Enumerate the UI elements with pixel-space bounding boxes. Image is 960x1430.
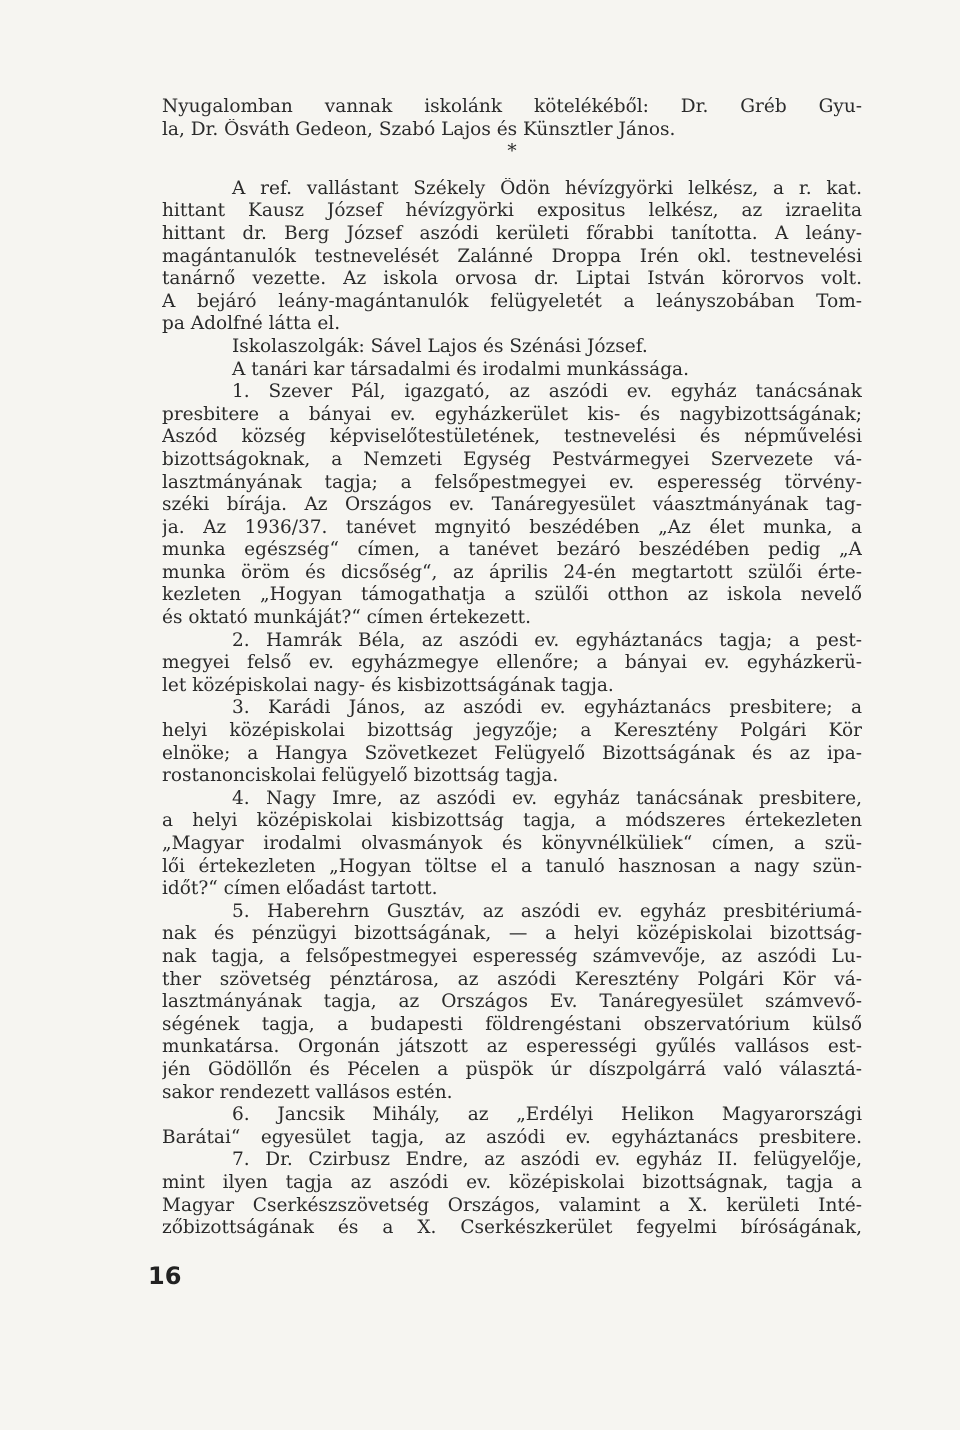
text-line: 5. Haberehrn Gusztáv, az aszódi ev. egyház presbitériumá- [232, 900, 862, 922]
text-line: időt?“ címen előadást tartott. [162, 878, 438, 900]
text-line: megyei felső ev. egyházmegye ellenőre; a bányai ev. egyházkerü- [162, 652, 862, 674]
text-line: ségének tagja, a budapesti földrengéstani obszervatórium külső [162, 1013, 862, 1035]
text-line: Nyugalomban vannak iskolánk kötelékéből: Dr. Gréb Gyu- [162, 96, 862, 117]
text-line: Aszód község képviselőtestületének, testnevelési és népművelési [162, 426, 862, 448]
text-line: a helyi középiskolai kisbizottság tagja, a módszeres értekezleten [162, 810, 862, 832]
text-line: elnöke; a Hangya Szövetkezet Felügyelő Bizottságának és az ipa- [162, 742, 862, 764]
text-line: 2. Hamrák Béla, az aszódi ev. egyháztanács tagja; a pest- [232, 629, 862, 651]
section-separator-asterisk: * [507, 141, 517, 163]
text-line: ther szövetség pénztárosa, az aszódi Keresztény Polgári Kör vá- [162, 968, 862, 990]
text-line: széki bírája. Az Országos ev. Tanáregyesület váasztmányának tag- [162, 494, 862, 516]
text-line: mint ilyen tagja az aszódi ev. középiskolai bizottságnak, tagja a [162, 1171, 862, 1193]
text-line: „Magyar irodalmi olvasmányok és könyvnélküliek“ címen, a szü- [162, 833, 862, 854]
text-line: zőbizottságának és a X. Cserkészkerület fegyelmi bíróságának, [162, 1217, 862, 1239]
text-line: hittant Kausz József hévízgyörki expositus lelkész, az izraelita [162, 200, 862, 222]
text-line: lasztmányának tagja; a felsőpestmegyei ev. esperesség törvény- [162, 471, 862, 493]
text-line: tanárnő vezette. Az iskola orvosa dr. Liptai István körorvos volt. [162, 268, 862, 290]
text-line: munkatársa. Orgonán játszott az esperességi gyűlés vallásos est- [162, 1036, 862, 1058]
text-line: lői értekezleten „Hogyan töltse el a tanuló hasznosan a nagy szün- [162, 855, 862, 877]
text-line: 3. Karádi János, az aszódi ev. egyháztanács presbitere; a [232, 697, 862, 719]
text-line: kezleten „Hogyan támogathatja a szülői otthon az iskola nevelő [162, 584, 862, 606]
text-line: A bejáró leány-magántanulók felügyeletét a leányszobában Tom- [162, 290, 862, 312]
body-text [162, 96, 862, 1240]
text-line: 4. Nagy Imre, az aszódi ev. egyház tanácsának presbitere, [232, 787, 862, 809]
text-line: 1. Szever Pál, igazgató, az aszódi ev. egyház tanácsának [232, 381, 862, 403]
text-line: helyi középiskolai bizottság jegyzője; a Keresztény Polgári Kör [162, 720, 862, 742]
page-number: 16 [148, 1262, 182, 1290]
text-line: 6. Jancsik Mihály, az „Erdélyi Helikon Magyarországi [232, 1104, 862, 1126]
text-line: nak tagja, a felsőpestmegyei esperesség számvevője, az aszódi Lu- [162, 945, 862, 967]
text-line: magántanulók testnevelését Zalánné Droppa Irén okl. testnevelési [162, 245, 862, 267]
text-line: és oktató munkáját?“ címen értekezett. [162, 607, 531, 629]
text-line: presbitere a bányai ev. egyházkerület kis- és nagybizottságának; [162, 403, 862, 425]
text-line: Iskolaszolgák: Sável Lajos és Szénási József. [232, 335, 648, 357]
text-line: hittant dr. Berg József aszódi kerületi főrabbi tanította. A leány- [162, 222, 862, 244]
text-line: bizottságoknak, a Nemzeti Egység Pestvármegyei Szervezete vá- [162, 448, 862, 470]
text-line: let középiskolai nagy- és kisbizottságának tagja. [162, 674, 614, 696]
text-line: nak és pénzügyi bizottságának, — a helyi középiskolai bizottság- [162, 923, 862, 945]
text-line: Magyar Cserkészszövetség Országos, valamint a X. kerületi Inté- [162, 1194, 862, 1216]
text-line: lasztmányának tagja, az Országos Ev. Tanáregyesület számvevő- [162, 991, 862, 1013]
section-heading: A tanári kar társadalmi és irodalmi munkássága. [232, 358, 689, 380]
text-line: Barátai“ egyesület tagja, az aszódi ev. egyháztanács presbitere. [162, 1126, 862, 1148]
text-line: sakor rendezett vallásos estén. [162, 1081, 453, 1103]
text-line: pa Adolfné látta el. [162, 313, 341, 335]
text-line: munka egészség“ címen, a tanévet bezáró beszédében pedig „A [162, 539, 862, 561]
text-line: A ref. vallástant Székely Ödön hévízgyörki lelkész, a r. kat. [232, 177, 862, 199]
text-line: la, Dr. Ösváth Gedeon, Szabó Lajos és Künsztler János. [162, 118, 676, 140]
text-line: 7. Dr. Czirbusz Endre, az aszódi ev. egyház II. felügyelője, [232, 1149, 862, 1171]
text-line: munka öröm és dicsőség“, az április 24-én megtartott szülői érte- [162, 561, 862, 583]
text-line: ja. Az 1936/37. tanévet mgnyitó beszédében „Az élet munka, a [162, 516, 862, 538]
text-line: rostanonciskolai felügyelő bizottság tagja. [162, 765, 559, 787]
text-line: jén Gödöllőn és Pécelen a püspök úr díszpolgárrá való választá- [162, 1058, 862, 1080]
